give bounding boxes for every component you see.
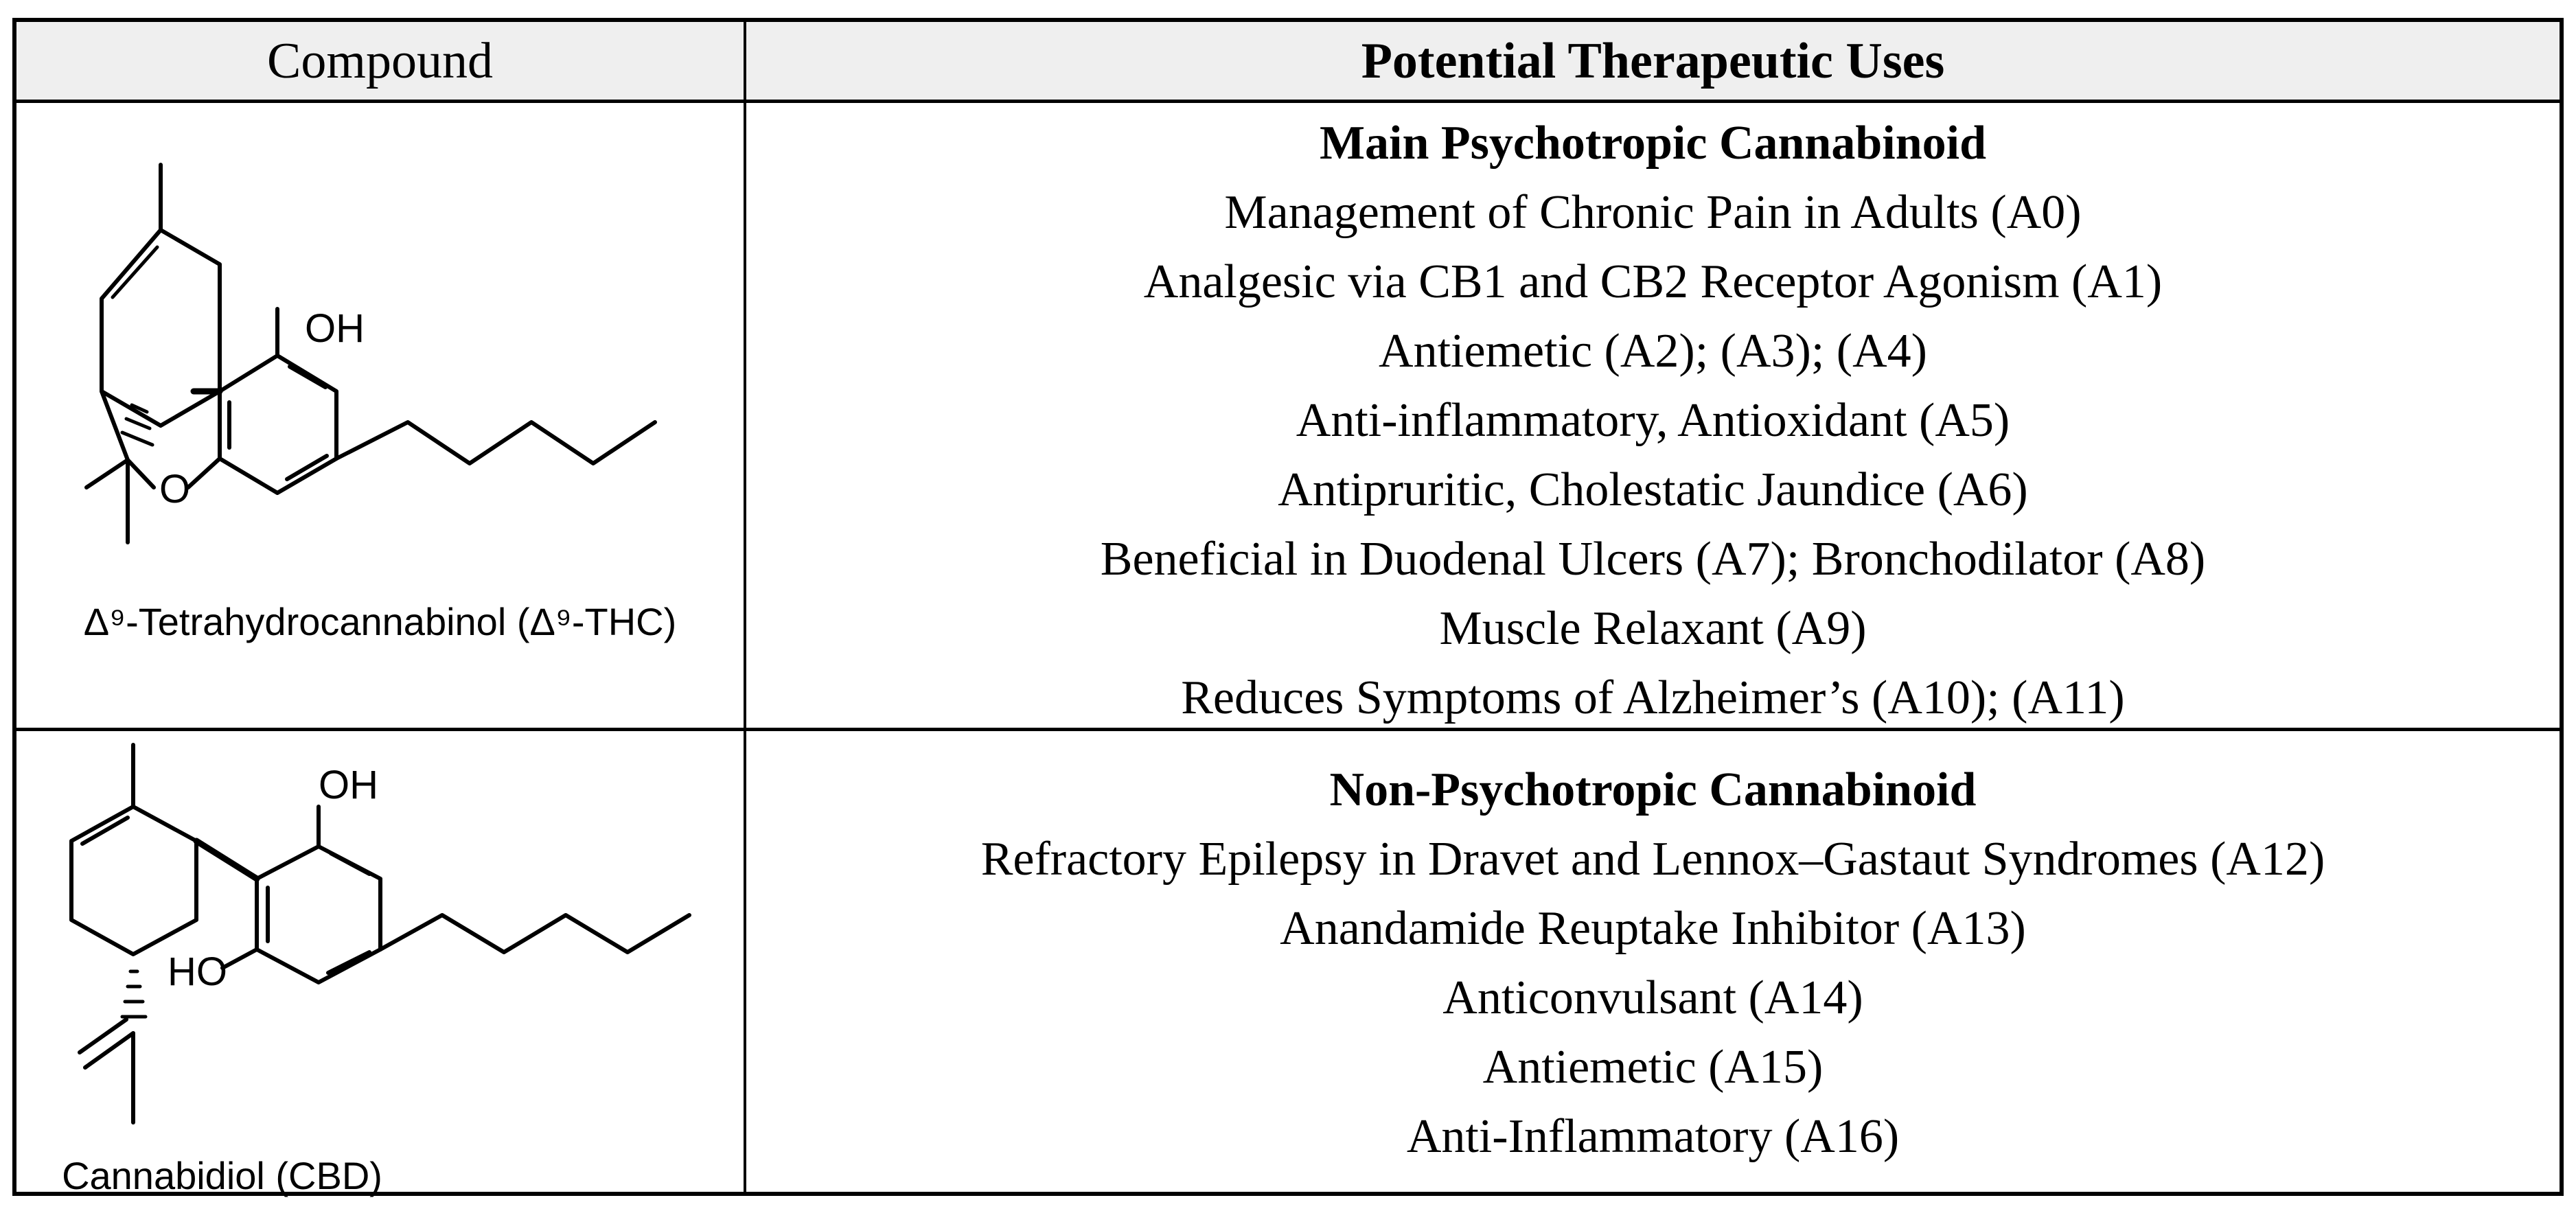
thc-use-item: Analgesic via CB1 and CB2 Receptor Agonism (A1) (1143, 255, 2163, 308)
cbd-category: Non-Psychotropic Cannabinoid (1329, 763, 1977, 816)
cbd-use-item: Anandamide Reuptake Inhibitor (A13) (1280, 902, 2026, 955)
thc-use-item: Antipruritic, Cholestatic Jaundice (A6) (1278, 463, 2028, 516)
thc-use-item: Management of Chronic Pain in Adults (A0) (1224, 186, 2082, 239)
thc-use-item: Reduces Symptoms of Alzheimer’s (A10); (A11) (1181, 671, 2125, 724)
thc-use-item: Muscle Relaxant (A9) (1439, 602, 1867, 655)
thc-use-item: Antiemetic (A2); (A3); (A4) (1379, 325, 1927, 378)
thc-cell (16, 103, 744, 728)
thc-name-label: Δ⁹-Tetrahydrocannabinol (Δ⁹-THC) (83, 600, 677, 643)
cbd-oh-top-label: OH (319, 763, 378, 807)
header-therapeutic-uses: Potential Therapeutic Uses (1361, 32, 1945, 89)
thc-use-item: Beneficial in Duodenal Ulcers (A7); Bronchodilator (A8) (1100, 533, 2206, 586)
cannabinoid-table (12, 18, 2564, 1196)
cbd-use-item: Refractory Epilepsy in Dravet and Lennox–Gastaut Syndromes (A12) (980, 833, 2325, 886)
thc-uses-cell (746, 108, 2560, 733)
cbd-name-label: Cannabidiol (CBD) (62, 1154, 382, 1197)
cbd-use-item: Anti-Inflammatory (A16) (1406, 1110, 1900, 1163)
cbd-use-item: Antiemetic (A15) (1482, 1041, 1824, 1094)
header-compound: Compound (267, 32, 493, 89)
thc-use-item: Anti-inflammatory, Antioxidant (A5) (1296, 394, 2010, 447)
cbd-uses-cell (746, 755, 2560, 1171)
thc-oh-label: OH (305, 306, 365, 351)
thc-category: Main Psychotropic Cannabinoid (1319, 117, 1987, 170)
cbd-use-item: Anticonvulsant (A14) (1442, 971, 1863, 1024)
cbd-ho-bottom-label: HO (168, 949, 227, 994)
thc-o-label: O (159, 467, 191, 511)
cbd-cell (16, 731, 744, 1196)
table-header-row (16, 22, 2560, 103)
cbd-structure-diagram (16, 731, 744, 1196)
